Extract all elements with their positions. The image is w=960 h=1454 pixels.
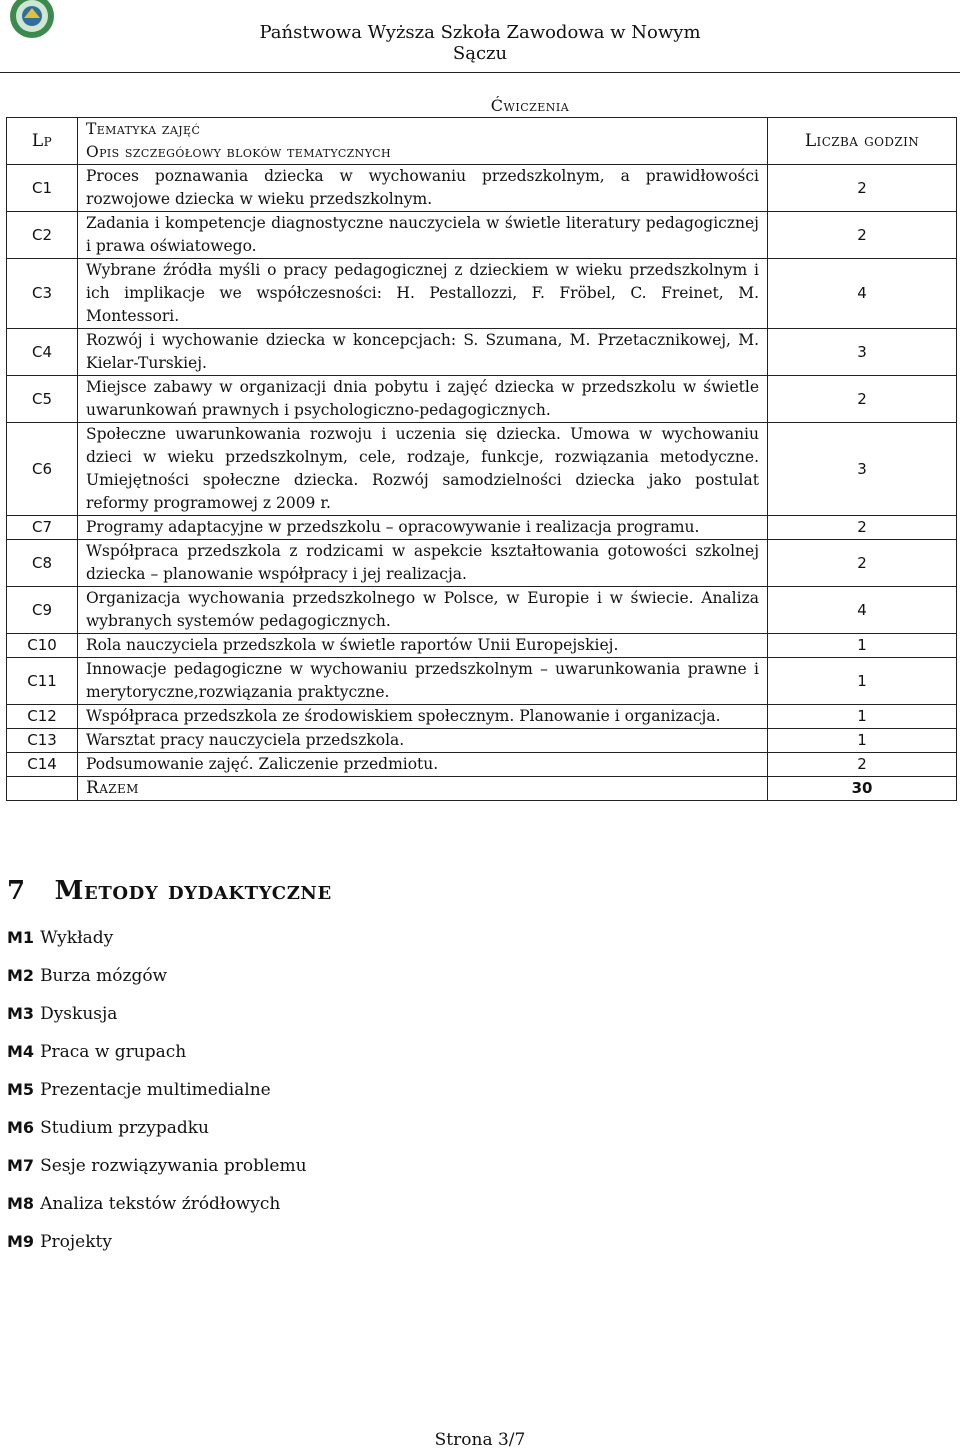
table-caption: Ćwiczenia: [490, 96, 570, 115]
table-row: [7, 705, 957, 729]
row-topic: Współpraca przedszkola ze środowiskiem społecznym. Planowanie i organizacja.: [78, 705, 768, 729]
university-logo-icon: [4, 0, 54, 42]
row-hours: 2: [768, 376, 957, 423]
method-name: Studium przypadku: [40, 1118, 209, 1138]
table-row: [7, 423, 957, 516]
row-hours: 2: [768, 540, 957, 587]
row-topic: Warsztat pracy nauczyciela przedszkola.: [78, 729, 768, 753]
table-row: [7, 658, 957, 705]
row-hours: 2: [768, 212, 957, 259]
row-topic: Rozwój i wychowanie dziecka w koncepcjach: S. Szumana, M. Przetacznikowej, M. Kielar-Turskiej.: [78, 329, 768, 376]
header-lp: Lp: [7, 118, 78, 165]
method-code: M4: [7, 1042, 35, 1061]
total-label: Razem: [78, 777, 768, 801]
header-hours: Liczba godzin: [768, 118, 957, 165]
row-lp: C10: [7, 634, 78, 658]
row-lp: C5: [7, 376, 78, 423]
page-number: Strona 3/7: [434, 1430, 526, 1450]
table-row: [7, 259, 957, 329]
page-header: [0, 0, 960, 73]
method-item: [7, 1001, 307, 1039]
method-item: [7, 1229, 307, 1267]
method-code: M9: [7, 1232, 35, 1251]
row-topic: Podsumowanie zajęć. Zaliczenie przedmiotu.: [78, 753, 768, 777]
row-hours: 2: [768, 753, 957, 777]
method-name: Projekty: [40, 1232, 112, 1252]
row-topic: Organizacja wychowania przedszkolnego w Polsce, w Europie i w świecie. Analiza wybranych systemów pedagogicznych.: [78, 587, 768, 634]
method-code: M1: [7, 928, 35, 947]
method-item: [7, 925, 307, 963]
row-hours: 3: [768, 329, 957, 376]
method-code: M3: [7, 1004, 35, 1023]
row-topic: Społeczne uwarunkowania rozwoju i uczenia się dziecka. Umowa w wychowaniu dzieci w wieku przedszkolnym, cele, rodzaje, funkcje, rozwiązania metodyczne. Umiejętności społeczne dziecka. Rozwój samodzielności dziecka jako postulat reformy programowej z 2009 r.: [78, 423, 768, 516]
method-code: M7: [7, 1156, 35, 1175]
row-topic: Miejsce zabawy w organizacji dnia pobytu i zajęć dziecka w przedszkolu w świetle uwarunkowań prawnych i psychologiczno-pedagogicznych.: [78, 376, 768, 423]
method-name: Sesje rozwiązywania problemu: [40, 1156, 307, 1176]
row-topic: Rola nauczyciela przedszkola w świetle raportów Unii Europejskiej.: [78, 634, 768, 658]
row-hours: 1: [768, 729, 957, 753]
table-row: [7, 753, 957, 777]
row-lp: C14: [7, 753, 78, 777]
row-hours: 2: [768, 516, 957, 540]
row-topic: Innowacje pedagogiczne w wychowaniu przedszkolnym – uwarunkowania prawne i merytoryczne,rozwiązania praktyczne.: [78, 658, 768, 705]
row-lp: C3: [7, 259, 78, 329]
total-empty-cell: [7, 777, 78, 801]
method-name: Burza mózgów: [40, 966, 168, 986]
method-item: [7, 1039, 307, 1077]
row-lp: C12: [7, 705, 78, 729]
method-name: Dyskusja: [40, 1004, 118, 1024]
row-lp: C1: [7, 165, 78, 212]
row-lp: C8: [7, 540, 78, 587]
row-hours: 2: [768, 165, 957, 212]
table-row: [7, 329, 957, 376]
row-topic: Programy adaptacyjne w przedszkolu – opracowywanie i realizacja programu.: [78, 516, 768, 540]
table-row: [7, 376, 957, 423]
row-hours: 1: [768, 658, 957, 705]
row-topic: Zadania i kompetencje diagnostyczne nauczyciela w świetle literatury pedagogicznej i prawa oświatowego.: [78, 212, 768, 259]
total-hours: 30: [768, 777, 957, 801]
section-name: Metody dydaktyczne: [54, 876, 332, 906]
method-code: M8: [7, 1194, 35, 1213]
table-row: [7, 212, 957, 259]
method-item: [7, 963, 307, 1001]
row-lp: C2: [7, 212, 78, 259]
table-row: [7, 729, 957, 753]
table-header-row: [7, 118, 957, 142]
table-row: [7, 516, 957, 540]
table-row: [7, 634, 957, 658]
row-lp: C7: [7, 516, 78, 540]
method-item: [7, 1115, 307, 1153]
table-row: [7, 165, 957, 212]
row-hours: 1: [768, 705, 957, 729]
header-topic-desc: Opis szczegółowy bloków tematycznych: [78, 141, 768, 165]
row-hours: 4: [768, 259, 957, 329]
classes-table: [6, 117, 957, 801]
header-topic: Tematyka zajęć: [78, 118, 768, 142]
method-item: [7, 1191, 307, 1229]
table-row: [7, 587, 957, 634]
method-code: M5: [7, 1080, 35, 1099]
table-row: [7, 540, 957, 587]
row-hours: 1: [768, 634, 957, 658]
method-item: [7, 1077, 307, 1115]
methods-list: [7, 925, 307, 1267]
method-name: Analiza tekstów źródłowych: [40, 1194, 281, 1214]
method-item: [7, 1153, 307, 1191]
method-name: Wykłady: [40, 928, 114, 948]
row-lp: C11: [7, 658, 78, 705]
method-name: Praca w grupach: [40, 1042, 187, 1062]
institution-name: Państwowa Wyższa Szkoła Zawodowa w Nowym Sączu: [259, 22, 701, 64]
method-code: M2: [7, 966, 35, 985]
method-code: M6: [7, 1118, 35, 1137]
section-number: 7: [7, 876, 26, 906]
row-lp: C6: [7, 423, 78, 516]
row-lp: C4: [7, 329, 78, 376]
row-hours: 4: [768, 587, 957, 634]
method-name: Prezentacje multimedialne: [40, 1080, 271, 1100]
row-topic: Proces poznawania dziecka w wychowaniu przedszkolnym, a prawidłowości rozwojowe dziecka w wieku przedszkolnym.: [78, 165, 768, 212]
table-total-row: [7, 777, 957, 801]
row-hours: 3: [768, 423, 957, 516]
section-title: [7, 876, 332, 906]
row-topic: Wybrane źródła myśli o pracy pedagogicznej z dzieckiem w wieku przedszkolnym i ich implikacje we współczesności: H. Pestallozzi, F. Fröbel, C. Freinet, M. Montessori.: [78, 259, 768, 329]
row-lp: C13: [7, 729, 78, 753]
row-topic: Współpraca przedszkola z rodzicami w aspekcie kształtowania gotowości szkolnej dziecka – planowanie współpracy i jej realizacja.: [78, 540, 768, 587]
row-lp: C9: [7, 587, 78, 634]
